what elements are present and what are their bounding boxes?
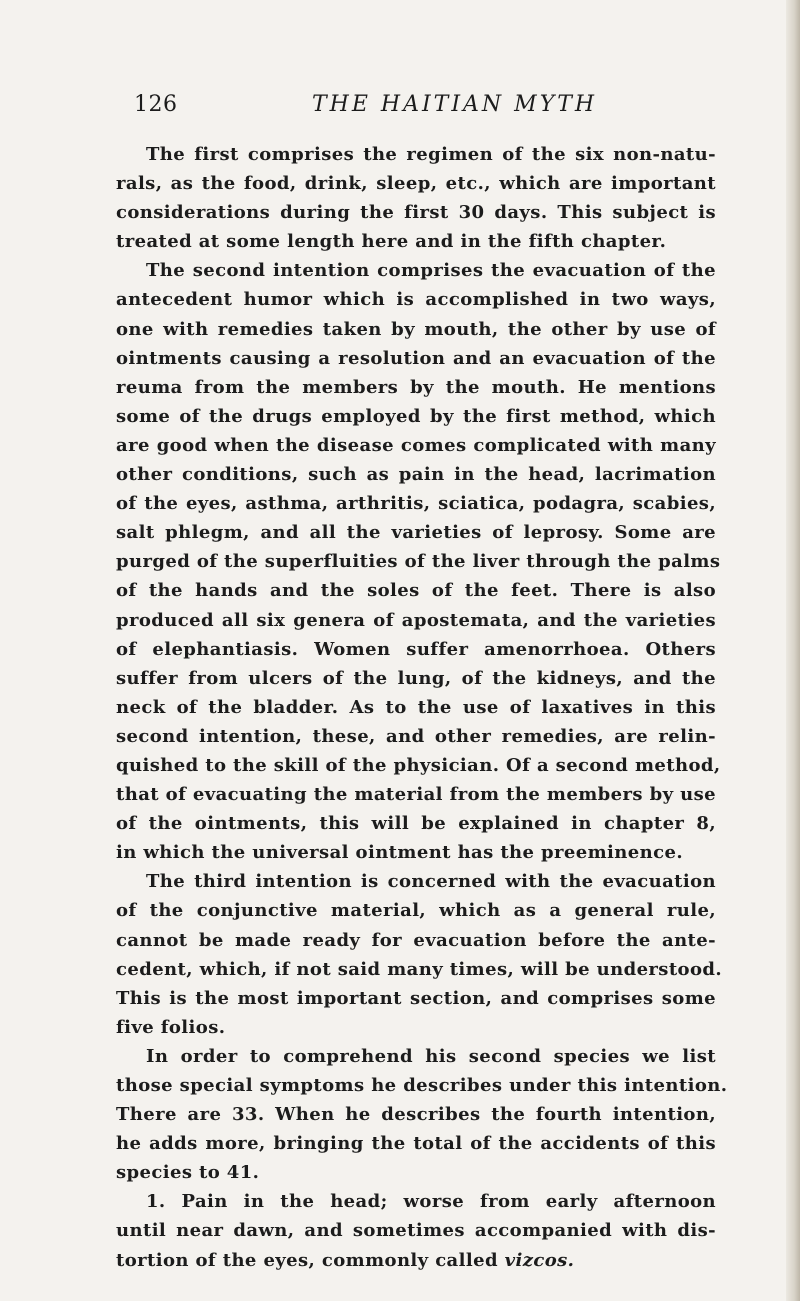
text-line-content: he adds more, bringing the total of the accidents of this (116, 1133, 716, 1155)
text-line-content: of the ointments, this will be explained in chapter 8, (116, 813, 716, 835)
text-line-content: quished to the skill of the physician. Of a second method, (116, 754, 721, 776)
text-line (116, 838, 716, 867)
text-line (116, 256, 716, 285)
text-line (116, 1100, 716, 1129)
text-line-content: This is the most important section, and comprises some (116, 987, 716, 1009)
text-line (116, 664, 716, 693)
text-line-content: There are 33. When he describes the fourth intention, (116, 1104, 716, 1126)
text-line (116, 344, 716, 373)
text-line (116, 1187, 716, 1216)
text-line (116, 1158, 716, 1187)
text-line-content: cedent, which, if not said many times, will be understood. (116, 958, 723, 980)
text-line (116, 606, 716, 635)
text-line-content: other conditions, such as pain in the head, lacrimation (116, 464, 716, 486)
text-line (116, 1246, 716, 1275)
text-line-content: treated at some length here and in the fifth chapter. (116, 231, 667, 253)
text-line-content: suffer from ulcers of the lung, of the kidneys, and the (116, 667, 716, 689)
text-line-content: The third intention is concerned with the evacuation (146, 871, 716, 893)
text-line (116, 373, 716, 402)
text-line-content: of the hands and the soles of the feet. There is also (116, 580, 716, 602)
text-line (116, 285, 716, 314)
text-line (116, 896, 716, 925)
text-line-content: The second intention comprises the evacuation of the (146, 260, 716, 282)
text-line-content: that of evacuating the material from the members by use (116, 784, 716, 806)
text-line-content: 1. Pain in the head; worse from early afternoon (146, 1191, 716, 1213)
page-edge-shadow (786, 0, 800, 1301)
text-line (116, 635, 716, 664)
text-line (116, 140, 716, 169)
page-number: 126 (134, 92, 178, 117)
text-line (116, 547, 721, 576)
text-line (116, 1042, 716, 1071)
text-line-content: neck of the bladder. As to the use of laxatives in this (116, 696, 716, 718)
text-line-content: The first comprises the regimen of the six non-natu- (146, 144, 716, 165)
text-line-content: of the conjunctive material, which as a general rule, (116, 900, 716, 922)
text-line (116, 722, 716, 751)
text-line-content: species to 41. (116, 1162, 260, 1184)
text-line-content: In order to comprehend his second species we list (146, 1045, 716, 1067)
text-line-content: considerations during the first 30 days. This subject is (116, 202, 716, 224)
italic-term: vizcos. (504, 1249, 575, 1271)
body-text (116, 140, 728, 1275)
page-header (134, 92, 734, 122)
text-line (116, 518, 716, 547)
text-line-content: one with remedies taken by mouth, the other by use of (116, 318, 716, 340)
text-line (116, 1216, 716, 1245)
text-line (116, 867, 716, 896)
text-line (116, 315, 716, 344)
text-line-content: tortion of the eyes, commonly called (116, 1249, 505, 1271)
text-line (116, 431, 716, 460)
text-line-content: second intention, these, and other remedies, are relin- (116, 725, 716, 747)
text-line-content: of elephantiasis. Women suffer amenorrhoea. Others (116, 638, 716, 660)
text-line-content: rals, as the food, drink, sleep, etc., which are important (116, 173, 716, 195)
text-line-content: of the eyes, asthma, arthritis, sciatica, podagra, scabies, (116, 493, 716, 515)
text-line (116, 489, 716, 518)
text-line (116, 227, 716, 256)
text-line (116, 1129, 716, 1158)
text-line (116, 402, 716, 431)
text-line-content: purged of the superfluities of the liver through the palms (116, 551, 721, 573)
text-line-content: in which the universal ointment has the preeminence. (116, 842, 683, 864)
text-line (116, 984, 716, 1013)
text-line (116, 198, 716, 227)
text-line (116, 1071, 728, 1100)
running-title: THE HAITIAN MYTH (312, 92, 598, 117)
text-line-content: those special symptoms he describes under this intention. (116, 1075, 728, 1096)
text-line (116, 955, 723, 984)
text-line-content: some of the drugs employed by the first method, which (116, 405, 716, 427)
text-line (116, 1013, 716, 1042)
text-line-content: produced all six genera of apostemata, and the varieties (116, 609, 716, 631)
text-line (116, 460, 716, 489)
text-line-content: reuma from the members by the mouth. He mentions (116, 376, 716, 398)
text-line-content: are good when the disease comes complicated with many (116, 434, 716, 456)
text-line (116, 169, 716, 198)
text-line-content: salt phlegm, and all the varieties of leprosy. Some are (116, 522, 716, 544)
text-line-content: until near dawn, and sometimes accompanied with dis- (116, 1220, 716, 1242)
text-line (116, 809, 716, 838)
text-line-content: five folios. (116, 1016, 226, 1038)
text-line (116, 751, 721, 780)
text-line (116, 780, 716, 809)
text-line-content: cannot be made ready for evacuation before the ante- (116, 929, 716, 951)
text-line (116, 693, 716, 722)
text-line-content: antecedent humor which is accomplished in two ways, (116, 289, 716, 311)
text-line (116, 926, 716, 955)
text-line (116, 576, 716, 605)
text-line-content: ointments causing a resolution and an evacuation of the (116, 347, 716, 369)
